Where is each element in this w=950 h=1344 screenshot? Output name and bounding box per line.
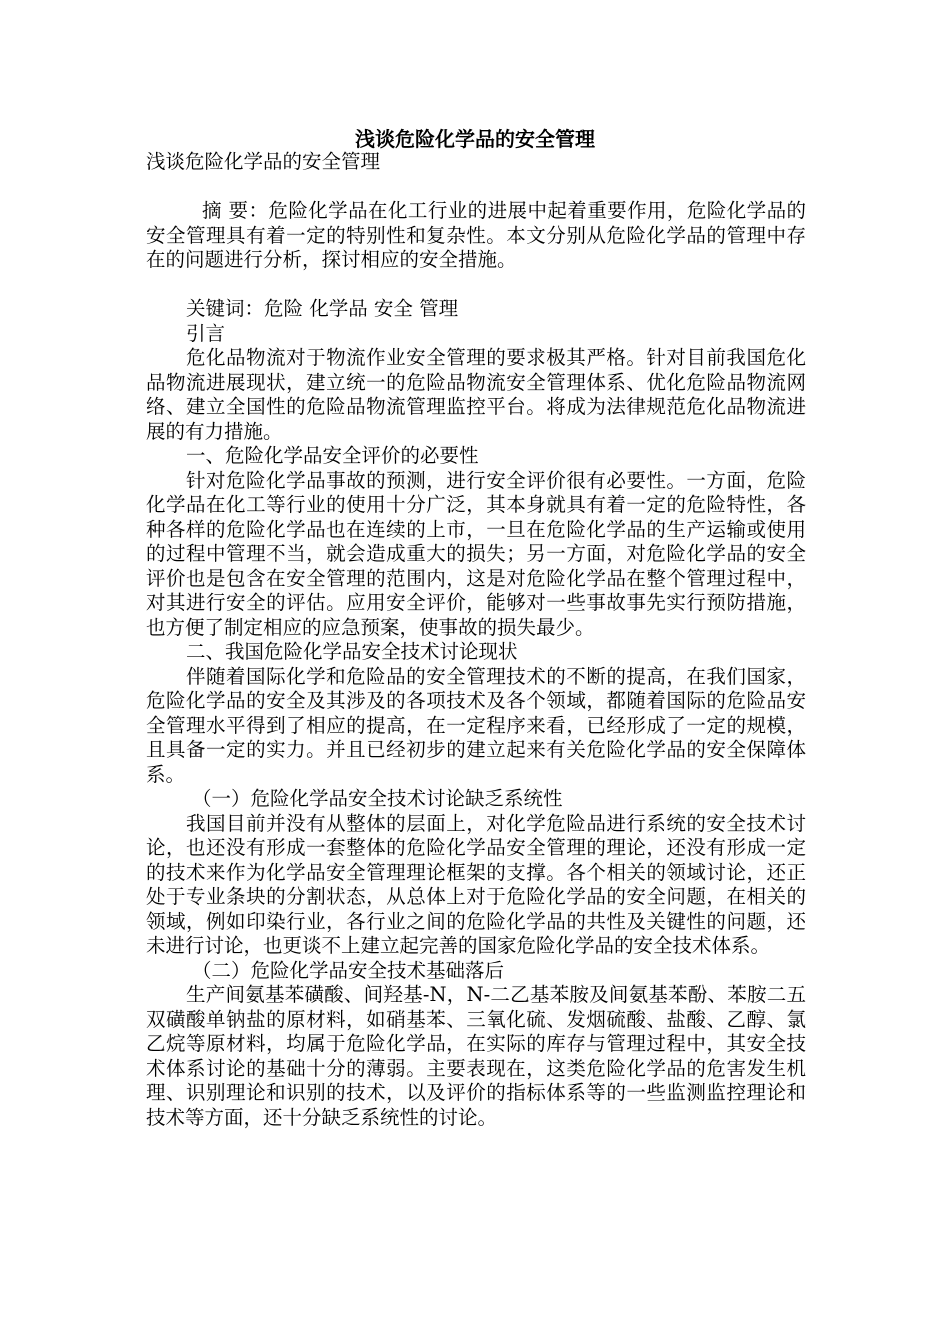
- abstract-paragraph: 摘 要：危险化学品在化工行业的进展中起着重要作用，危险化学品的安全管理具有着一定的特别性和复杂性。本文分别从危险化学品的管理中存在的问题进行分析，探讨相应的安全措施。: [146, 199, 806, 271]
- keywords-line: 关键词：危险 化学品 安全 管理: [186, 297, 459, 320]
- blank-line: [146, 175, 806, 200]
- subsection1-heading: （一）危险化学品安全技术讨论缺乏系统性: [192, 787, 563, 810]
- document-subtitle: 浅谈危险化学品的安全管理: [146, 150, 381, 173]
- intro-paragraph: 危化品物流对于物流作业安全管理的要求极其严格。针对目前我国危化品物流进展现状，建立统一的危险品物流安全管理体系、优化危险品物流网络、建立全国性的危险品物流管理监控平台。将成为法律规范危化品物流进展的有力措施。: [146, 346, 806, 443]
- section1-paragraph: 针对危险化学品事故的预测，进行安全评价很有必要性。一方面，危险化学品在化工等行业的使用十分广泛，其本身就具有着一定的危险特性，各种各样的危险化学品也在连续的上市，一旦在危险化学品的生产运输或使用的过程中管理不当，就会造成重大的损失；另一方面，对危险化学品的安全评价也是包含在安全管理的范围内，这是对危险化学品在整个管理过程中，对其进行安全的评估。应用安全评价，能够对一些事故事先实行预防措施，也方便了制定相应的应急预案，使事故的损失最少。: [146, 468, 806, 639]
- blank-line: [146, 273, 806, 298]
- section2-heading: 二、我国危险化学品安全技术讨论现状: [186, 640, 518, 663]
- document-body: [146, 150, 806, 1130]
- subsection2-paragraph: 生产间氨基苯磺酸、间羟基-N，N-二乙基苯胺及间氨基苯酚、苯胺二五双磺酸单钠盐的原材料，如硝基苯、三氧化硫、发烟硫酸、盐酸、乙醇、氯乙烷等原材料，均属于危险化学品，在实际的库存与管理过程中，其安全技术体系讨论的基础十分的薄弱。主要表现在，这类危险化学品的危害发生机理、识别理论和识别的技术，以及评价的指标体系等的一些监测监控理论和技术等方面，还十分缺乏系统性的讨论。: [146, 983, 806, 1129]
- section2-paragraph: 伴随着国际化学和危险品的安全管理技术的不断的提高，在我们国家，危险化学品的安全及其涉及的各项技术及各个领域，都随着国际的危险品安全管理水平得到了相应的提高，在一定程序来看，已经形成了一定的规模，且具备一定的实力。并且已经初步的建立起来有关危险化学品的安全保障体系。: [146, 664, 806, 786]
- subsection1-paragraph: 我国目前并没有从整体的层面上，对化学危险品进行系统的安全技术讨论，也还没有形成一套整体的危险化学品安全管理的理论，还没有形成一定的技术来作为化学品安全管理理论框架的支撑。各个相关的领域讨论，还正处于专业条块的分割状态，从总体上对于危险化学品的安全问题，在相关的领域，例如印染行业，各行业之间的危险化学品的共性及关键性的问题，还未进行讨论，也更谈不上建立起完善的国家危险化学品的安全技术体系。: [146, 811, 806, 957]
- subsection2-heading: （二）危险化学品安全技术基础落后: [192, 958, 505, 982]
- document-title: 浅谈危险化学品的安全管理: [355, 127, 595, 151]
- intro-heading: 引言: [186, 321, 226, 345]
- section1-heading: 一、危险化学品安全评价的必要性: [186, 444, 479, 467]
